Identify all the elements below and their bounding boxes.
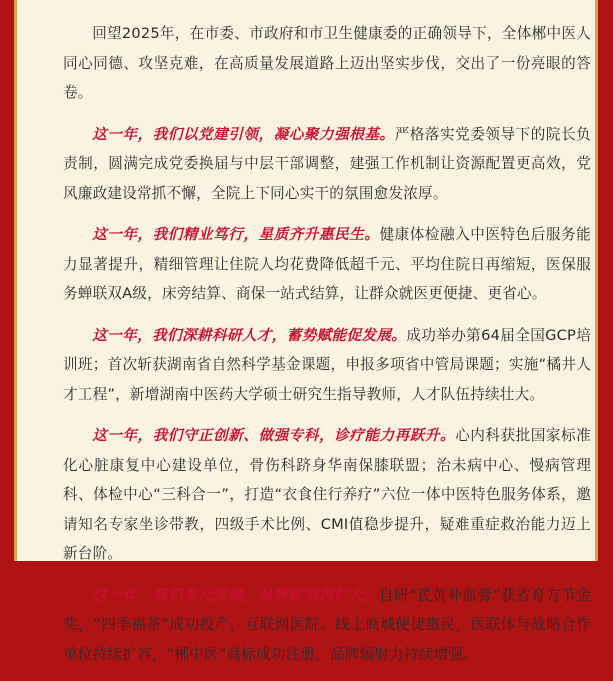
- paragraph-lead: 这一年，我们精业笃行，星质齐升惠民生。: [92, 226, 380, 243]
- paragraph-text: 心内科获批国家标准化心脏康复中心建设单位，骨伤科跻身华南保膝联盟；治未病中心、慢病管理科、体检中心“三科合一”，打造“衣食住行养疗”六位一体中医特色服务体系，邀请知名专家坐诊带教，四级手术比例、CMI值稳步提升，疑难重症救治能力迈上新台阶。: [63, 427, 591, 562]
- paragraph-text: 回望2025年，在市委、市政府和市卫生健康委的正确领导下，全体郴中医人同心同德、攻坚克难，在高质量发展道路上迈出坚实步伐，交出了一份亮眼的答卷。: [63, 25, 591, 101]
- article-content: [63, 19, 591, 681]
- paragraph-text: 成功举办第64届全国GCP培训班；首次斩获湖南省自然科学基金课题，申报多项省中管局课题；实施“橘井人才工程”，新增湖南中医药大学硕士研究生指导教师，人才队伍持续壮大。: [63, 326, 592, 403]
- paragraph-intro: [63, 19, 591, 108]
- paragraph-party-building: [63, 120, 591, 209]
- paragraph-lead: 这一年，我们多元发展，品牌影响再扩大。: [92, 586, 379, 604]
- article-paper: [14, 0, 598, 663]
- paragraph-services: [63, 220, 591, 309]
- paragraph-lead: 这一年，我们守正创新、做强专科，诊疗能力再跃升。: [92, 427, 456, 444]
- paragraph-lead: 这一年，我们深耕科研人才，蓄势赋能促发展。: [92, 326, 407, 344]
- paragraph-text: 自研“芪黄补血膏”获省育方节金奖，“四季福茶”成功投产，互联网医院、线上商城便捷惠民，医联体与战略合作单位持续扩容，“郴中医”商标成功注册，品牌辐射力持续增强。: [63, 586, 591, 663]
- paragraph-text: 严格落实党委领导下的院长负责制，圆满完成党委换届与中层干部调整，建强工作机制让资源配置更高效，党风廉政建设常抓不懈，全院上下同心实干的氛围愈发浓厚。: [63, 125, 591, 202]
- paragraph-lead: 这一年，我们以党建引领，凝心聚力强根基。: [92, 125, 395, 143]
- paragraph-research: [63, 321, 591, 410]
- paragraph-text: 健康体检融入中医特色后服务能力显著提升，精细管理让住院人均花费降低超千元、平均住院日再缩短，医保服务蝉联双A级，床旁结算、商保一站式结算，让群众就医更便捷、更省心。: [63, 226, 591, 302]
- paragraph-brand: [63, 581, 591, 670]
- paragraph-specialties: [63, 421, 591, 569]
